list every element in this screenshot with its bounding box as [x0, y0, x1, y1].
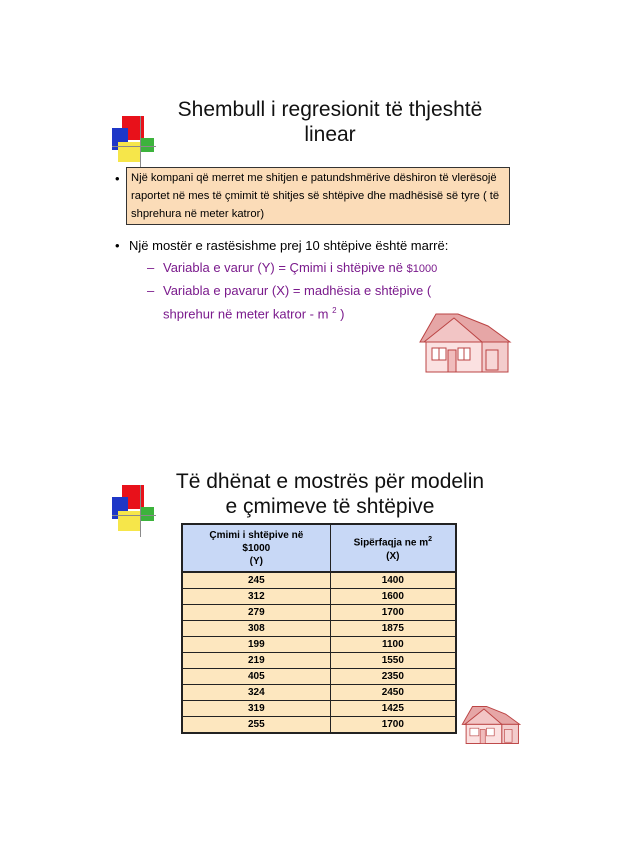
title-line-1: Shembull i regresionit të thjeshtë [177, 98, 483, 121]
house-icon [461, 705, 521, 745]
sample-bullet: Një mostër e rastësishme prej 10 shtëpive është marrë: [129, 238, 449, 253]
independent-variable-text-3: ) [336, 306, 345, 322]
independent-variable-text-1: Variabla e pavarur (X) = madhësia e shtëpive ( [163, 283, 432, 298]
area-cell: 1400 [330, 572, 456, 589]
slide-title [150, 97, 510, 147]
dash-marker: – [147, 260, 155, 275]
table-row [182, 605, 456, 621]
table-header-row [182, 524, 456, 572]
table-row [182, 589, 456, 605]
price-cell: 219 [182, 653, 330, 669]
dependent-variable-line [163, 258, 437, 279]
house-price-table [181, 523, 457, 734]
area-cell: 1700 [330, 605, 456, 621]
area-cell: 1100 [330, 637, 456, 653]
price-cell: 255 [182, 717, 330, 734]
price-cell: 319 [182, 701, 330, 717]
price-cell: 279 [182, 605, 330, 621]
column-header-price: Çmimi i shtëpive në $1000 (Y) [182, 524, 330, 572]
price-cell: 324 [182, 685, 330, 701]
table-row [182, 701, 456, 717]
table-row [182, 717, 456, 734]
dependent-variable-text: Variabla e varur (Y) = Çmimi i shtëpive në [163, 260, 407, 275]
table-row [182, 685, 456, 701]
slide-sample-data [0, 423, 638, 846]
title-line-1: Të dhënat e mostrës për modelin [175, 470, 485, 493]
slide-title [150, 469, 510, 519]
house-icon [418, 312, 512, 374]
table-row [182, 669, 456, 685]
superscript-2: 2 [332, 306, 337, 315]
price-cell: 199 [182, 637, 330, 653]
area-cell: 1875 [330, 621, 456, 637]
intro-box: Një kompani që merret me shitjen e patundshmërive dëshiron të vlerësojë raportet në mes të çmimit të shitjes së shtëpive dhe madhësisë së tyre ( të shprehura në meter katror) [126, 167, 510, 225]
table-row [182, 653, 456, 669]
dash-marker: – [147, 283, 155, 298]
price-cell: 312 [182, 589, 330, 605]
area-cell: 2450 [330, 685, 456, 701]
title-line-2: e çmimeve të shtëpive [225, 495, 435, 518]
area-cell: 1550 [330, 653, 456, 669]
area-cell: 2350 [330, 669, 456, 685]
independent-variable-text-2: shprehur në meter katror - m [163, 306, 333, 322]
table-row [182, 621, 456, 637]
table-row [182, 637, 456, 653]
title-line-2: linear [304, 123, 356, 146]
price-cell: 245 [182, 572, 330, 589]
area-cell: 1425 [330, 701, 456, 717]
column-header-area: Sipërfaqja ne $m^2$ (X) [330, 524, 456, 572]
table-row [182, 572, 456, 589]
bullet-marker: • [115, 171, 120, 186]
area-cell: 1700 [330, 717, 456, 734]
price-cell: 405 [182, 669, 330, 685]
price-cell: 308 [182, 621, 330, 637]
bullet-marker: • [115, 238, 120, 253]
dependent-variable-unit: $1000 [406, 263, 438, 275]
area-cell: 1600 [330, 589, 456, 605]
